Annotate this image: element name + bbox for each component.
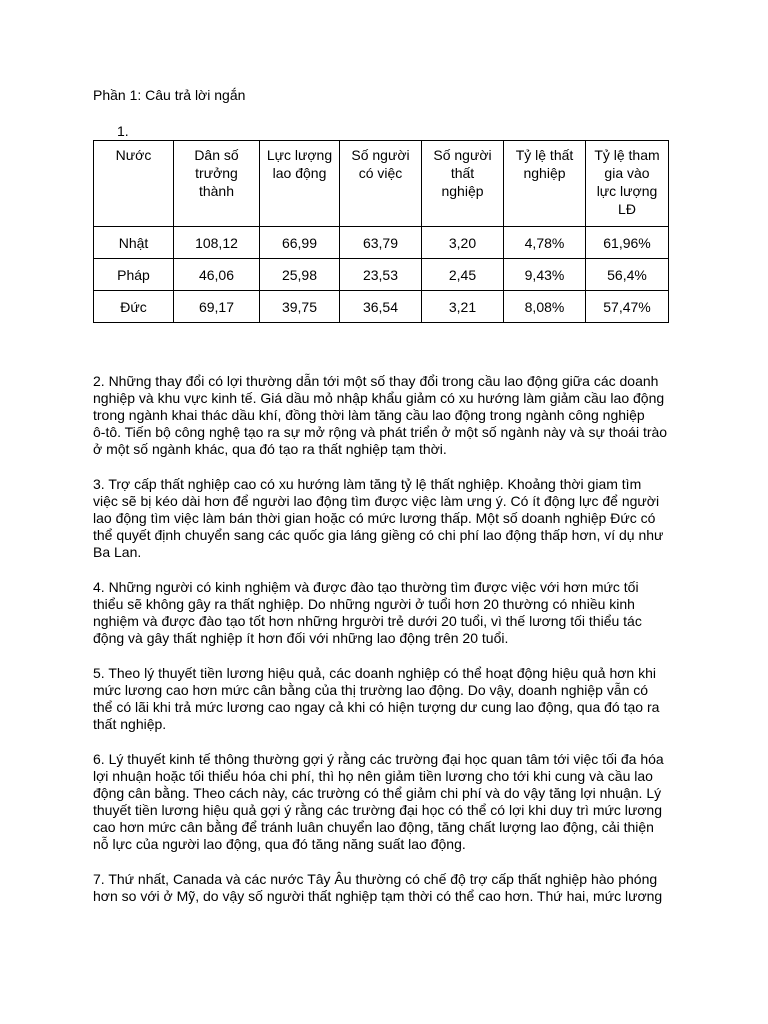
table-row [94,259,669,291]
table-cell: 56,4% [586,259,669,291]
table-cell: 66,99 [260,227,340,259]
table-header-row [94,141,669,227]
table-cell: 57,47% [586,291,669,323]
table-cell: Đức [94,291,174,323]
table-header-cell: Tỷ lệ tham gia vào lực lượng LĐ [586,141,669,227]
question-number: 1. [117,123,129,139]
answer-paragraph-3: 3. Trợ cấp thất nghiệp cao có xu hướng làm tăng tỷ lệ thất nghiệp. Khoảng thời giam tìm việc sẽ bị kéo dài hơn để người lao động tìm được việc làm ưng ý. Có ít động lực để người lao động tìm việc làm bán thời gian hoặc có mức lương thấp. Một số doanh nghiệp Đức có thể quyết định chuyển sang các quốc gia láng giềng có chi phí lao động thấp hơn, ví dụ như Ba Lan. [93,476,664,560]
table-cell: 4,78% [504,227,586,259]
table-row [94,227,669,259]
table-header-cell: Số người thất nghiệp [422,141,504,227]
table-cell: 69,17 [174,291,260,323]
table-cell: 9,43% [504,259,586,291]
table-cell: 39,75 [260,291,340,323]
section-heading: Phần 1: Câu trả lời ngắn [93,87,246,103]
table-cell: 25,98 [260,259,340,291]
table-cell: 23,53 [340,259,422,291]
table-row [94,291,669,323]
answer-paragraph-6: 6. Lý thuyết kinh tế thông thường gợi ý rằng các trường đại học quan tâm tới việc tối đa hóa lợi nhuận hoặc tối thiểu hóa chi phí, thì họ nên giảm tiền lương cho tới khi cung và cầu lao động cân bằng. Theo cách này, các trường có thể giảm chi phí và do vậy tăng lợi nhuận. Lý thuyết tiền lương hiệu quả gợi ý rằng các trường đại học có thể có lợi khi duy trì mức lương cao hơn mức cân bằng để tránh luân chuyển lao động, tăng chất lượng lao động, cải thiện nỗ lực của người lao động, qua đó tăng năng suất lao động. [93,751,664,852]
table-cell: 3,21 [422,291,504,323]
labor-statistics-table [93,140,669,323]
table-cell: 63,79 [340,227,422,259]
table-header-cell: Dân số trưởng thành [174,141,260,227]
table-cell: Nhật [94,227,174,259]
answers-section [93,373,673,923]
table-cell: 46,06 [174,259,260,291]
table-cell: Pháp [94,259,174,291]
answer-paragraph-4: 4. Những người có kinh nghiệm và được đào tạo thường tìm được việc với hơn mức tối thiểu sẽ không gây ra thất nghiệp. Do những người ở tuổi hơn 20 thường có nhiều kinh nghiệm và được đào tạo tốt hơn những hrgười trẻ dưới 20 tuổi, vì thế lương tối thiểu tác động và gây thất nghiệp ít hơn đối với những lao động trên 20 tuổi. [93,579,642,646]
table-cell: 61,96% [586,227,669,259]
table-cell: 8,08% [504,291,586,323]
table-cell: 2,45 [422,259,504,291]
answer-paragraph-5: 5. Theo lý thuyết tiền lương hiệu quả, các doanh nghiệp có thể hoạt động hiệu quả hơn khi mức lương cao hơn mức cân bằng của thị trường lao động. Do vậy, doanh nghiệp vẫn có thể có lãi khi trả mức lương cao ngay cả khi có hiện tượng dư cung lao động, qua đó tạo ra thất nghiệp. [93,665,660,732]
answer-paragraph-7: 7. Thứ nhất, Canada và các nước Tây Âu thường có chế độ trợ cấp thất nghiệp hào phóng hơn so với ở Mỹ, do vậy số người thất nghiệp tạm thời có thể cao hơn. Thứ hai, mức lương [93,871,663,904]
table-header-cell: Tỷ lệ thất nghiệp [504,141,586,227]
table-cell: 3,20 [422,227,504,259]
table-header-cell: Số người có việc [340,141,422,227]
table-cell: 36,54 [340,291,422,323]
table-cell: 108,12 [174,227,260,259]
table-header-cell: Nước [94,141,174,227]
table-header-cell: Lực lượng lao động [260,141,340,227]
answer-paragraph-2: 2. Những thay đổi có lợi thường dẫn tới một số thay đổi trong cầu lao động giữa các doanh nghiệp và khu vực kinh tế. Giá dầu mỏ nhập khẩu giảm có xu hướng làm giảm cầu lao động trong ngành khai thác dầu khí, đồng thời làm tăng cầu lao động trong ngành công nghiệp ô-tô. Tiến bộ công nghệ tạo ra sự mở rộng và phát triển ở một số ngành này và sự thoái trào ở một số ngành khác, qua đó tạo ra thất nghiệp tạm thời. [93,373,668,457]
